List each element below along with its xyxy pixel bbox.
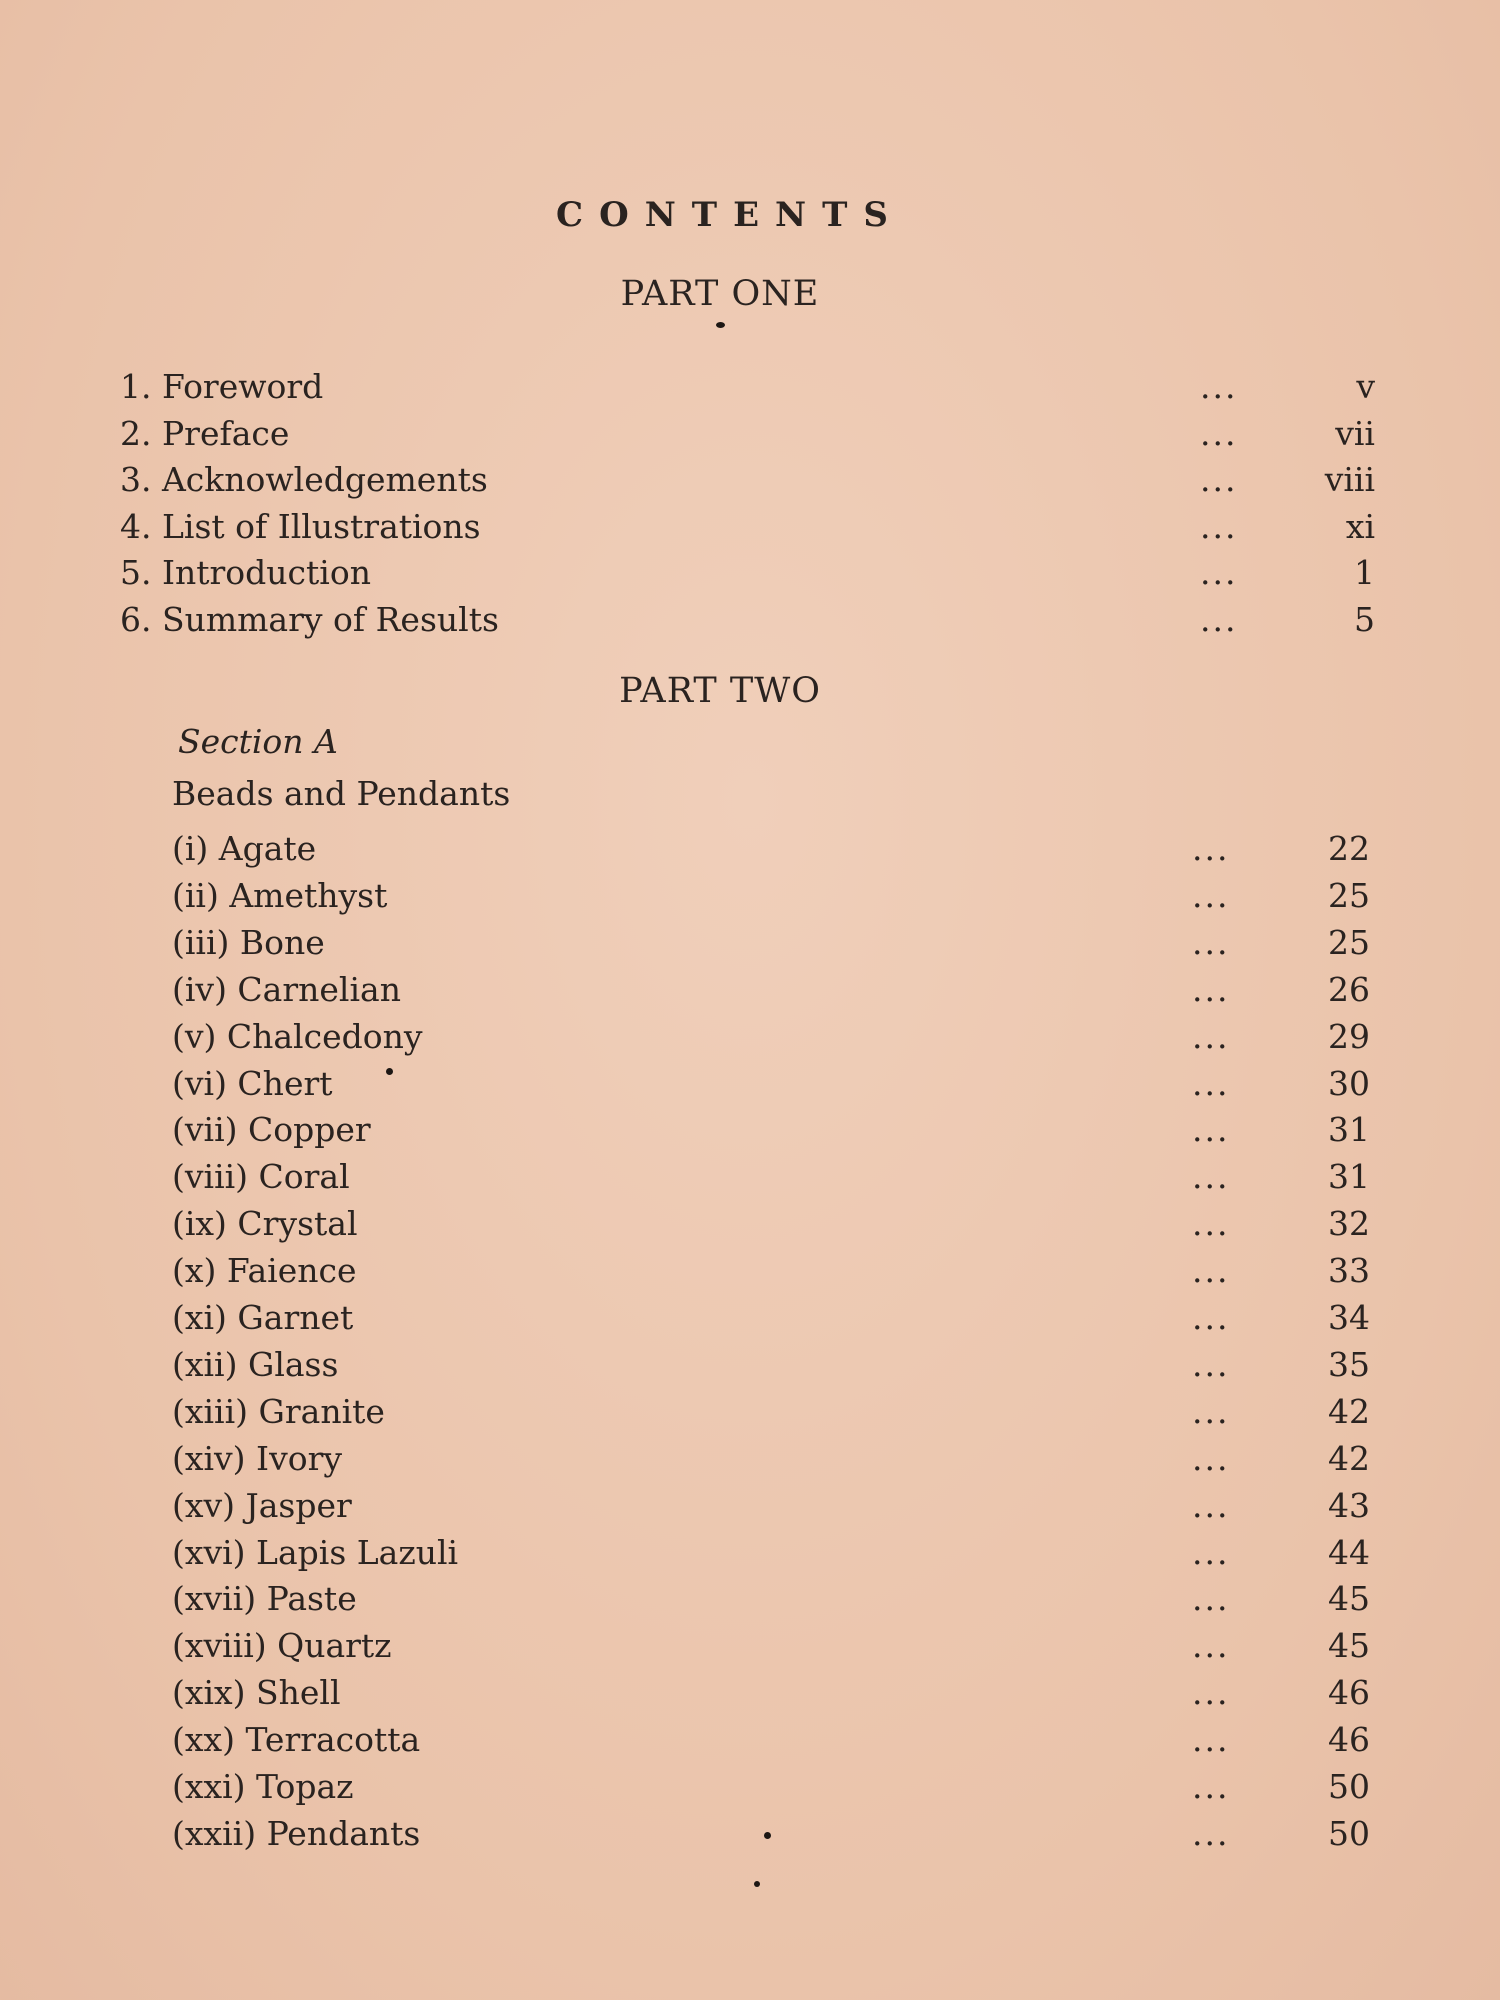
toc-entry: [120, 504, 1400, 550]
toc-entry: [172, 1248, 1400, 1294]
part-one-heading: PART ONE: [620, 274, 820, 314]
toc-entry-leader: ...: [1192, 1720, 1230, 1760]
toc-entry: [120, 550, 1400, 596]
toc-entry-label: (x) Faience: [172, 1251, 357, 1291]
toc-entry-page: 43: [1328, 1485, 1370, 1525]
toc-entry: [172, 1717, 1400, 1763]
toc-entry: [172, 1436, 1400, 1482]
toc-entry-page: 25: [1328, 875, 1370, 915]
toc-entry-label: (xi) Garnet: [172, 1298, 354, 1337]
toc-entry: [172, 1389, 1400, 1435]
toc-entry-page: 42: [1328, 1391, 1370, 1431]
page-title: CONTENTS: [556, 195, 904, 235]
toc-entry: [172, 967, 1400, 1013]
toc-entry: [172, 873, 1400, 919]
toc-entry: [172, 1670, 1400, 1716]
toc-entry-leader: ...: [1200, 367, 1238, 406]
toc-entry: [172, 1811, 1400, 1857]
toc-entry-label: (xx) Terracotta: [172, 1720, 421, 1760]
toc-entry-label: (xiii) Granite: [172, 1391, 385, 1431]
toc-entry-leader: ...: [1192, 1344, 1230, 1384]
toc-entry-leader: ...: [1192, 1767, 1230, 1806]
toc-entry-leader: ...: [1192, 1251, 1230, 1291]
toc-entry-page: 33: [1328, 1251, 1370, 1291]
toc-entry-leader: ...: [1192, 1063, 1230, 1103]
toc-entry-page: 45: [1328, 1579, 1370, 1619]
paper-speck: [764, 1832, 771, 1839]
toc-entry-label: (iv) Carnelian: [172, 969, 401, 1009]
toc-entry-page: 44: [1328, 1532, 1370, 1572]
toc-entry-label: 1. Foreword: [120, 367, 324, 406]
toc-entry-page: 1: [1354, 553, 1375, 592]
paper-speck: [754, 1881, 760, 1887]
toc-entry-label: (v) Chalcedony: [172, 1016, 423, 1056]
toc-entry: [172, 826, 1400, 872]
toc-entry: [172, 1530, 1400, 1576]
toc-entry: [120, 597, 1400, 643]
toc-entry-leader: ...: [1200, 553, 1238, 592]
toc-entry-leader: ...: [1192, 1485, 1230, 1525]
toc-entry: [172, 920, 1400, 966]
toc-entry: [120, 411, 1400, 457]
toc-entry: [172, 1483, 1400, 1529]
toc-entry-label: 3. Acknowledgements: [120, 460, 488, 499]
toc-entry-label: 2. Preface: [120, 413, 290, 453]
toc-entry-page: v: [1356, 367, 1375, 406]
toc-entry-leader: ...: [1192, 1157, 1230, 1197]
toc-entry: [172, 1295, 1400, 1341]
toc-entry-label: (xvii) Paste: [172, 1579, 357, 1619]
toc-entry-leader: ...: [1200, 460, 1238, 499]
toc-entry-leader: ...: [1192, 1532, 1230, 1572]
toc-entry-leader: ...: [1200, 599, 1238, 639]
toc-entry-page: 42: [1328, 1438, 1370, 1478]
toc-entry-page: 26: [1328, 969, 1370, 1009]
toc-entry-leader: ...: [1192, 875, 1230, 915]
toc-entry-page: 31: [1328, 1157, 1370, 1197]
toc-entry: [120, 364, 1400, 410]
toc-entry: [172, 1623, 1400, 1669]
toc-entry-leader: ...: [1192, 1438, 1230, 1478]
toc-entry-label: (ii) Amethyst: [172, 875, 388, 915]
toc-entry-leader: ...: [1192, 1813, 1230, 1853]
toc-entry-label: (i) Agate: [172, 829, 317, 868]
toc-entry-leader: ...: [1192, 969, 1230, 1009]
toc-entry-label: 6. Summary of Results: [120, 599, 499, 639]
part-two-heading: PART TWO: [619, 671, 821, 711]
toc-entry-label: (xxii) Pendants: [172, 1813, 421, 1853]
toc-entry-label: 5. Introduction: [120, 553, 371, 592]
toc-entry-leader: ...: [1192, 1673, 1230, 1713]
toc-entry-leader: ...: [1192, 1016, 1230, 1056]
toc-entry-leader: ...: [1192, 1110, 1230, 1150]
toc-entry-leader: ...: [1192, 1391, 1230, 1431]
toc-entry: [172, 1061, 1400, 1107]
toc-entry-page: 22: [1328, 829, 1370, 868]
section-title: Section A: [178, 722, 338, 761]
toc-entry-page: 50: [1328, 1813, 1370, 1853]
toc-entry-page: 29: [1328, 1016, 1370, 1056]
toc-entry-leader: ...: [1200, 413, 1238, 453]
toc-entry: [172, 1107, 1400, 1153]
toc-entry: [172, 1014, 1400, 1060]
toc-entry-label: 4. List of Illustrations: [120, 506, 481, 546]
toc-entry-page: 34: [1328, 1298, 1370, 1337]
toc-entry-label: (xvi) Lapis Lazuli: [172, 1532, 459, 1572]
toc-entry-page: 32: [1328, 1204, 1370, 1244]
toc-entry: [172, 1576, 1400, 1622]
toc-entry-leader: ...: [1192, 1626, 1230, 1666]
toc-entry-page: xi: [1345, 506, 1375, 546]
toc-entry-leader: ...: [1200, 506, 1238, 546]
toc-entry-page: 31: [1328, 1110, 1370, 1150]
toc-entry: [172, 1201, 1400, 1247]
toc-entry: [172, 1342, 1400, 1388]
toc-entry-leader: ...: [1192, 1204, 1230, 1244]
toc-entry-page: 46: [1328, 1720, 1370, 1760]
toc-entry-label: (vii) Copper: [172, 1110, 371, 1150]
subsection-title: Beads and Pendants: [172, 774, 511, 813]
toc-entry-label: (iii) Bone: [172, 922, 325, 962]
toc-entry: [172, 1154, 1400, 1200]
toc-entry-label: (xv) Jasper: [172, 1485, 352, 1525]
toc-entry-page: 30: [1328, 1063, 1370, 1103]
toc-entry-leader: ...: [1192, 922, 1230, 962]
toc-entry-page: 50: [1328, 1767, 1370, 1806]
toc-entry-page: 35: [1328, 1344, 1370, 1384]
toc-entry-page: 46: [1328, 1673, 1370, 1713]
toc-entry-label: (xix) Shell: [172, 1673, 341, 1713]
toc-entry-label: (xii) Glass: [172, 1344, 339, 1384]
toc-entry-leader: ...: [1192, 829, 1230, 868]
toc-entry-page: viii: [1324, 460, 1375, 499]
toc-entry-page: vii: [1335, 413, 1375, 453]
paper-speck: [386, 1068, 393, 1075]
toc-entry-label: (xviii) Quartz: [172, 1626, 392, 1666]
toc-entry: [120, 457, 1400, 503]
paper-speck: [716, 322, 725, 328]
toc-entry-page: 5: [1354, 599, 1375, 639]
toc-entry-page: 45: [1328, 1626, 1370, 1666]
toc-entry-label: (xxi) Topaz: [172, 1767, 354, 1806]
toc-entry-page: 25: [1328, 922, 1370, 962]
toc-entry-leader: ...: [1192, 1579, 1230, 1619]
toc-entry: [172, 1764, 1400, 1810]
toc-entry-label: (viii) Coral: [172, 1157, 350, 1197]
toc-entry-leader: ...: [1192, 1298, 1230, 1337]
toc-entry-label: (vi) Chert: [172, 1063, 333, 1103]
toc-entry-label: (xiv) Ivory: [172, 1438, 343, 1478]
toc-entry-label: (ix) Crystal: [172, 1204, 358, 1244]
